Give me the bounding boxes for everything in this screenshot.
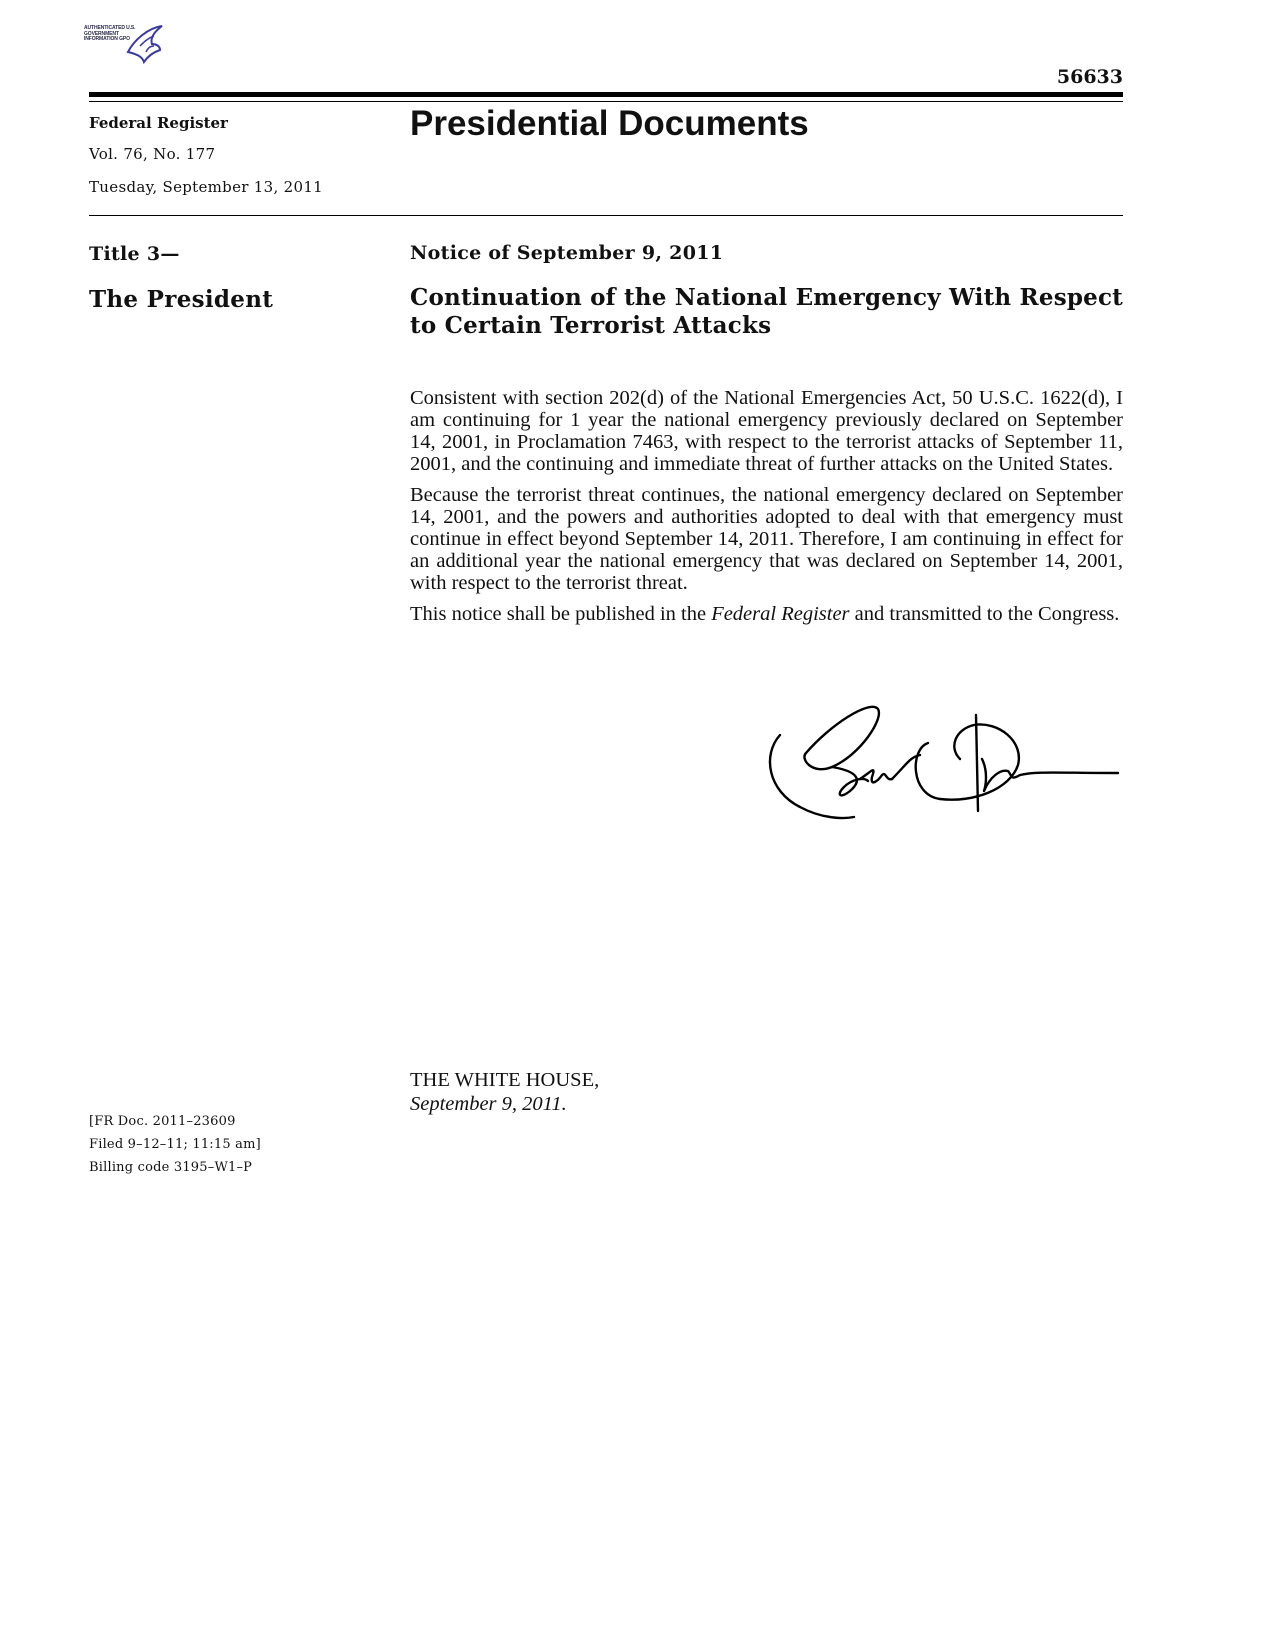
president-label: The President [89, 286, 274, 313]
presidential-signature [760, 695, 1130, 825]
header-rule-thin [89, 101, 1123, 102]
gpo-logo [84, 22, 166, 68]
header-rule-thick [89, 92, 1123, 97]
publication-date: Tuesday, September 13, 2011 [89, 178, 324, 196]
closing-block [410, 1068, 599, 1116]
gpo-eagle-icon [120, 22, 166, 68]
white-house-label: THE WHITE HOUSE, [410, 1069, 600, 1091]
section-heading: Presidential Documents [410, 104, 809, 143]
paragraph-3-end: and transmitted to the Congress. [849, 603, 1120, 625]
logo-text: AUTHENTICATED U.S. GOVERNMENT INFORMATION GPO [84, 25, 136, 42]
billing-code: Billing code 3195–W1–P [89, 1160, 253, 1175]
filing-info [89, 1110, 261, 1179]
fr-doc-number: [FR Doc. 2011–23609 [89, 1114, 236, 1129]
section-divider [89, 215, 1123, 216]
volume-number: Vol. 76, No. 177 [89, 145, 216, 163]
paragraph-1: Consistent with section 202(d) of the National Emergencies Act, 50 U.S.C. 1622(d), I am continuing for 1 year the national emergency previously declared on September 14, 2001, in Proclamation 7463, with respect to the terrorist attacks of September 11, 2001, and the continuing and immediate threat of further attacks on the United States. [410, 387, 1123, 475]
paragraph-3-italic: Federal Register [711, 603, 850, 625]
document-title: Continuation of the National Emergency With Respect to Certain Terrorist Attacks [410, 284, 1123, 339]
signing-date: September 9, 2011. [410, 1093, 567, 1115]
publication-name: Federal Register [89, 114, 228, 132]
title-label: Title 3— [89, 243, 180, 265]
paragraph-3 [410, 603, 1123, 625]
notice-date: Notice of September 9, 2011 [410, 242, 724, 264]
page-number: 56633 [1056, 66, 1123, 88]
notice-body [410, 387, 1123, 634]
paragraph-2: Because the terrorist threat continues, the national emergency declared on September 14, 2001, and the powers and authorities adopted to deal with that emergency must continue in effect beyond September 14, 2011. Therefore, I am continuing in effect for an additional year the national emergency that was declared on September 14, 2001, with respect to the terrorist threat. [410, 484, 1123, 594]
paragraph-3-start: This notice shall be published in the [410, 603, 712, 625]
filed-timestamp: Filed 9–12–11; 11:15 am] [89, 1137, 261, 1152]
